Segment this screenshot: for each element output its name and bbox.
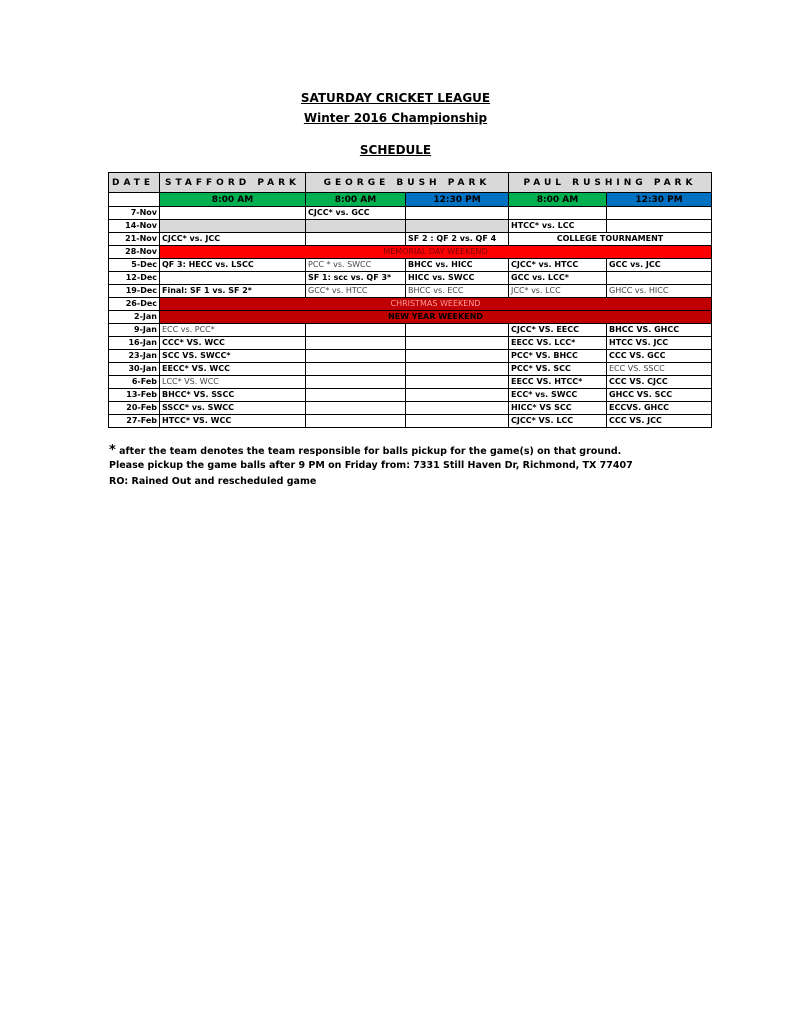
match-cell: SSCC* vs. SWCC [160,402,306,415]
match-cell: GCC vs. JCC [607,259,712,272]
match-cell: EECC VS. LCC* [509,337,607,350]
match-cell [306,402,406,415]
schedule-row [109,415,712,428]
match-cell [406,337,509,350]
match-cell: HTCC VS. JCC [607,337,712,350]
match-cell: ECC VS. SSCC [607,363,712,376]
match-cell: CCC VS. GCC [607,350,712,363]
match-cell [406,220,509,233]
match-cell [607,272,712,285]
match-cell: BHCC* VS. SSCC [160,389,306,402]
match-cell: QF 3: HECC vs. LSCC [160,259,306,272]
match-cell [160,207,306,220]
note-star-text: after the team denotes the team responsible for balls pickup for the game(s) on that ground. [115,446,622,457]
match-cell: ECC vs. PCC* [160,324,306,337]
george-bush-park-header: GEORGE BUSH PARK [306,173,509,193]
date-column-header: DATE [109,173,160,193]
match-cell: HTCC* VS. WCC [160,415,306,428]
row-date: 13-Feb [109,389,160,402]
row-date: 9-Jan [109,324,160,337]
row-date: 26-Dec [109,298,160,311]
row-date: 5-Dec [109,259,160,272]
schedule-row [109,246,712,259]
match-cell: BHCC vs. ECC [406,285,509,298]
match-cell: SCC VS. SWCC* [160,350,306,363]
match-cell: HICC vs. SWCC [406,272,509,285]
match-cell [306,233,406,246]
match-cell: CJCC* VS. EECC [509,324,607,337]
match-cell: SF 1: scc vs. QF 3* [306,272,406,285]
match-cell: EECC* VS. WCC [160,363,306,376]
time-slot-blank [109,193,160,207]
match-cell [607,220,712,233]
match-cell: PCC * vs. SWCC [306,259,406,272]
schedule-table [108,172,712,428]
row-date: 20-Feb [109,402,160,415]
match-cell: BHCC VS. GHCC [607,324,712,337]
row-date: 28-Nov [109,246,160,259]
league-title: SATURDAY CRICKET LEAGUE [300,91,491,105]
schedule-row [109,402,712,415]
holiday-banner: NEW YEAR WEEKEND [160,311,712,324]
schedule-row [109,376,712,389]
schedule-row [109,324,712,337]
venue-header-row [109,173,712,193]
match-cell [306,389,406,402]
row-date: 16-Jan [109,337,160,350]
stafford-park-header: STAFFORD PARK [160,173,306,193]
match-cell [306,324,406,337]
note-ball-pickup: Please pickup the game balls after 9 PM on Friday from: 7331 Still Haven Dr, Richmond, TX 77407 [109,460,633,471]
match-cell: EECC VS. HTCC* [509,376,607,389]
schedule-row [109,233,712,246]
match-cell [306,415,406,428]
match-cell [406,376,509,389]
match-cell [406,350,509,363]
match-cell: CCC* VS. WCC [160,337,306,350]
schedule-row [109,272,712,285]
schedule-row [109,220,712,233]
match-cell: GCC vs. LCC* [509,272,607,285]
match-cell: CCC VS. JCC [607,415,712,428]
schedule-row [109,298,712,311]
match-cell [160,272,306,285]
match-cell [306,350,406,363]
match-cell: HTCC* vs. LCC [509,220,607,233]
row-date: 6-Feb [109,376,160,389]
row-date: 12-Dec [109,272,160,285]
match-cell: LCC* VS. WCC [160,376,306,389]
match-cell [406,363,509,376]
row-date: 23-Jan [109,350,160,363]
season-title: Winter 2016 Championship [303,111,488,125]
row-date: 7-Nov [109,207,160,220]
match-cell [406,389,509,402]
time-slot-paul-8am: 8:00 AM [509,193,607,207]
schedule-row [109,311,712,324]
time-slot-george-8am: 8:00 AM [306,193,406,207]
time-slot-row [109,193,712,207]
match-cell: ECC* vs. SWCC [509,389,607,402]
match-cell [509,207,607,220]
schedule-row [109,389,712,402]
match-cell: Final: SF 1 vs. SF 2* [160,285,306,298]
row-date: 21-Nov [109,233,160,246]
schedule-row [109,350,712,363]
schedule-heading: SCHEDULE [359,143,432,157]
row-date: 2-Jan [109,311,160,324]
time-slot-george-1230pm: 12:30 PM [406,193,509,207]
holiday-banner: MEMORIAL DAY WEEKEND [160,246,712,259]
match-cell: PCC* VS. BHCC [509,350,607,363]
match-cell: GHCC VS. SCC [607,389,712,402]
note-star-legend [109,443,621,458]
note-rained-out: RO: Rained Out and rescheduled game [109,476,317,487]
row-date: 27-Feb [109,415,160,428]
match-cell: CJCC* vs. HTCC [509,259,607,272]
match-cell [306,337,406,350]
match-cell: CJCC* vs. JCC [160,233,306,246]
row-date: 30-Jan [109,363,160,376]
time-slot-stafford-8am: 8:00 AM [160,193,306,207]
match-cell: GHCC vs. HICC [607,285,712,298]
match-cell: JCC* vs. LCC [509,285,607,298]
schedule-row [109,337,712,350]
star-marker: * [109,443,116,458]
row-date: 14-Nov [109,220,160,233]
match-cell [607,207,712,220]
match-cell [406,415,509,428]
match-cell: CJCC* VS. LCC [509,415,607,428]
match-cell: PCC* VS. SCC [509,363,607,376]
match-cell [306,220,406,233]
schedule-row [109,285,712,298]
schedule-row [109,207,712,220]
match-cell [406,324,509,337]
match-cell [406,402,509,415]
schedule-row [109,259,712,272]
match-cell: HICC* VS SCC [509,402,607,415]
match-cell: BHCC vs. HICC [406,259,509,272]
match-cell: CJCC* vs. GCC [306,207,406,220]
match-cell [160,220,306,233]
match-cell: GCC* vs. HTCC [306,285,406,298]
match-cell [306,363,406,376]
match-cell: ECCVS. GHCC [607,402,712,415]
college-tournament-cell: COLLEGE TOURNAMENT [509,233,712,246]
schedule-row [109,363,712,376]
match-cell [306,376,406,389]
paul-rushing-park-header: PAUL RUSHING PARK [509,173,712,193]
match-cell: SF 2 : QF 2 vs. QF 4 [406,233,509,246]
time-slot-paul-1230pm: 12:30 PM [607,193,712,207]
match-cell: CCC VS. CJCC [607,376,712,389]
holiday-banner: CHRISTMAS WEEKEND [160,298,712,311]
match-cell [406,207,509,220]
row-date: 19-Dec [109,285,160,298]
